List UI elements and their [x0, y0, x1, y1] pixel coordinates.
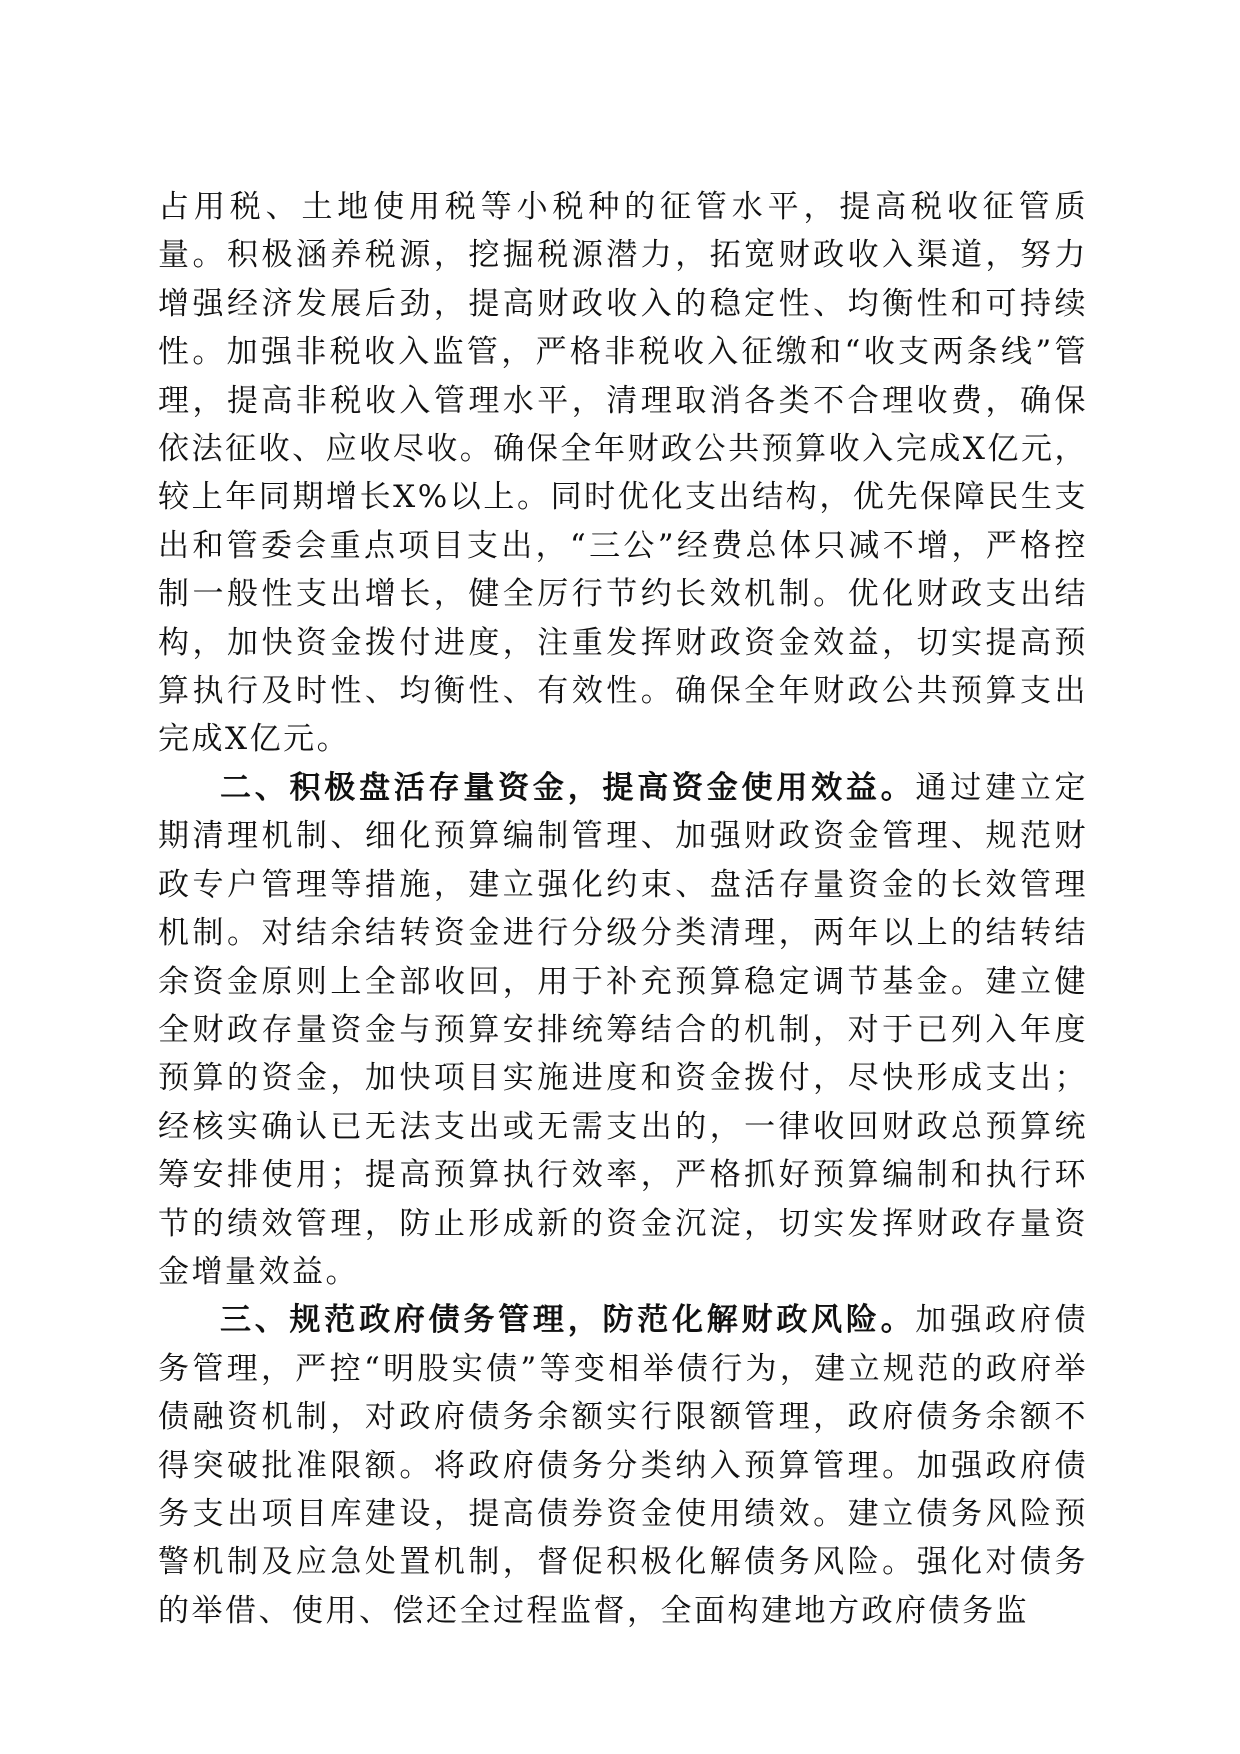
paragraph-revenue-expenditure	[158, 183, 1088, 764]
paragraph-text: 通过建立定期清理机制、细化预算编制管理、加强财政资金管理、规范财政专户管理等措施，建立强化约束、盘活存量资金的长效管理机制。对结余结转资金进行分级分类清理，两年以上的结转结余资金原则上全部收回，用于补充预算稳定调节基金。建立健全财政存量资金与预算安排统筹结合的机制，对于已列入年度预算的资金，加快项目实施进度和资金拨付，尽快形成支出；经核实确认已无法支出或无需支出的，一律收回财政总预算统筹安排使用；提高预算执行效率，严格抓好预算编制和执行环节的绩效管理，防止形成新的资金沉淀，切实发挥财政存量资金增量效益。	[158, 769, 1089, 1290]
paragraph-text: 占用税、土地使用税等小税种的征管水平，提高税收征管质量。积极涵养税源，挖掘税源潜力，拓宽财政收入渠道，努力增强经济发展后劲，提高财政收入的稳定性、均衡性和可持续性。加强非税收入监管，严格非税收入征缴和“收支两条线”管理，提高非税收入管理水平，清理取消各类不合理收费，确保依法征收、应收尽收。确保全年财政公共预算收入完成X亿元，较上年同期增长X%以上。同时优化支出结构，优先保障民生支出和管委会重点项目支出，“三公”经费总体只减不增，严格控制一般性支出增长，健全厉行节约长效机制。优化财政支出结构，加快资金拨付进度，注重发挥财政资金效益，切实提高预算执行及时性、均衡性、有效性。确保全年财政公共预算支出完成X亿元。	[158, 189, 1088, 758]
paragraph-text: 加强政府债务管理，严控“明股实债”等变相举债行为，建立规范的政府举债融资机制，对政府债务余额实行限额管理，政府债务余额不得突破批准限额。将政府债务分类纳入预算管理。加强政府债务支出项目库建设，提高债券资金使用绩效。建立债务风险预警机制及应急处置机制，督促积极化解债务风险。强化对债务的举借、使用、偿还全过程监督，全面构建地方政府债务监	[158, 1302, 1089, 1629]
section-heading-idle-funds: 二、积极盘活存量资金，提高资金使用效益。	[220, 769, 916, 806]
section-heading-government-debt: 三、规范政府债务管理，防范化解财政风险。	[220, 1302, 916, 1339]
paragraph-idle-funds	[158, 764, 1088, 1296]
paragraph-government-debt	[158, 1296, 1088, 1635]
document-body	[158, 183, 1088, 1635]
